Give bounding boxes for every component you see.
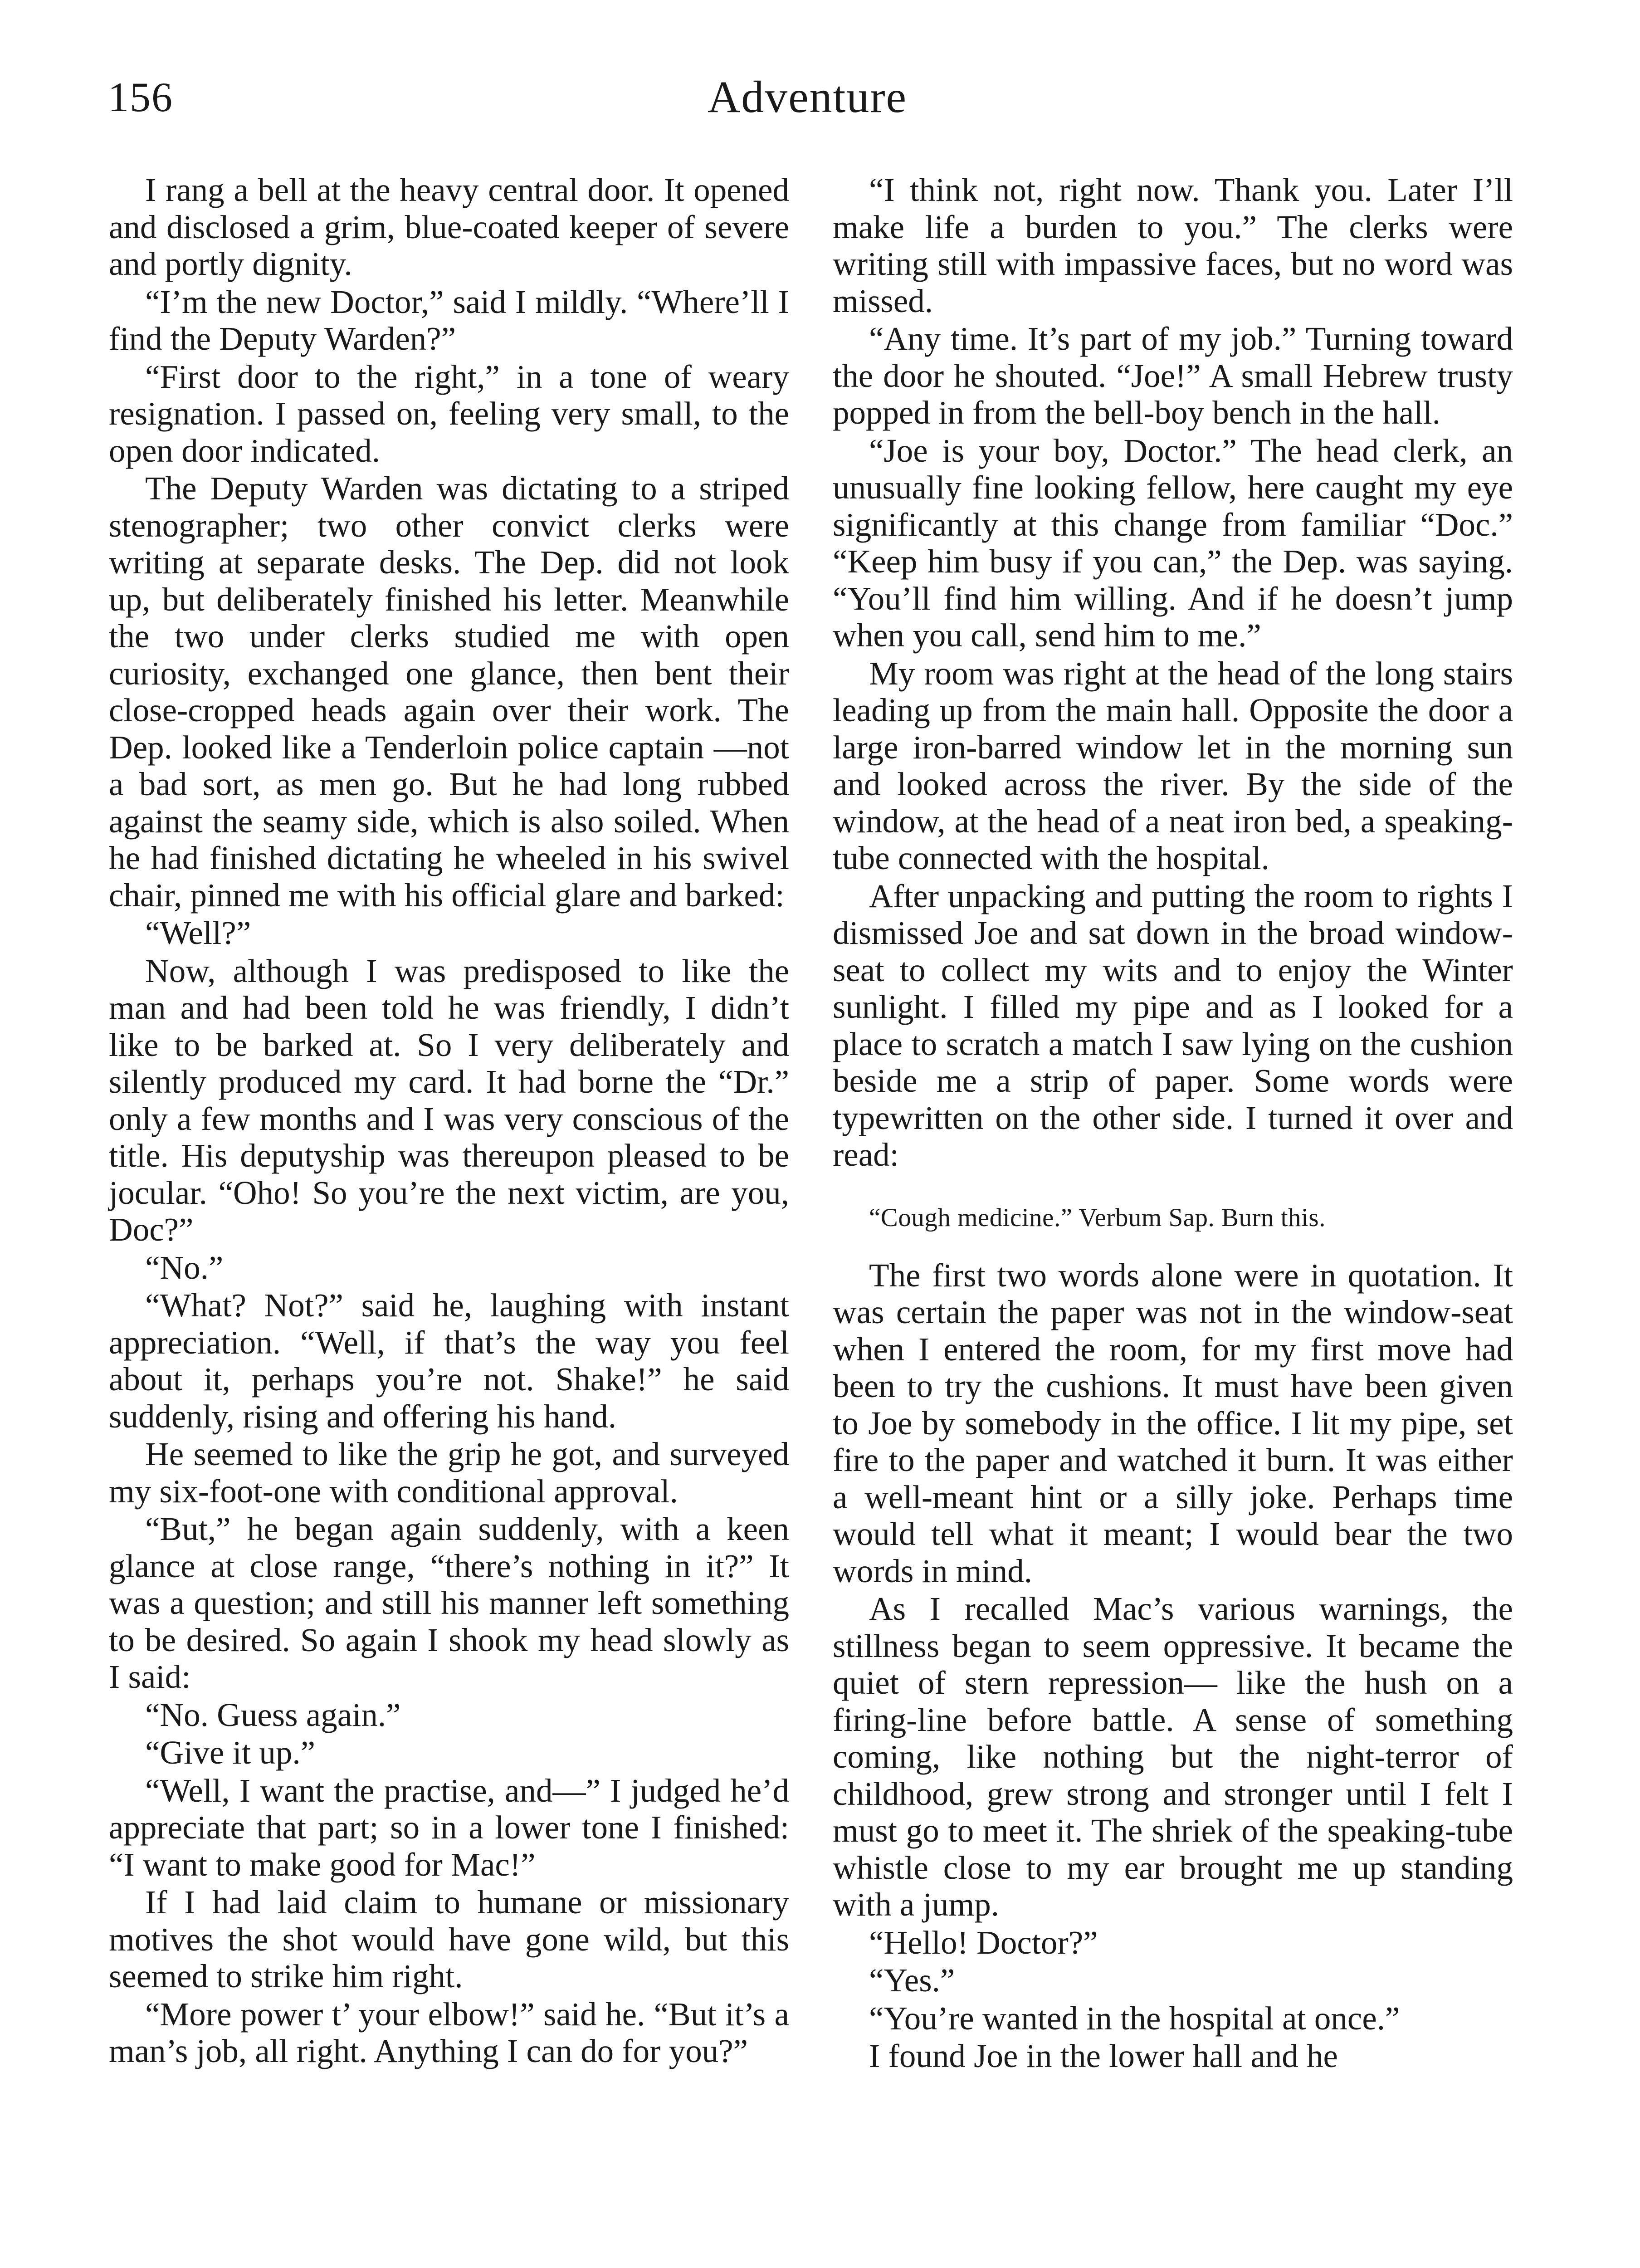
paragraph: As I recalled Mac’s various warnings, the stillness began to seem oppressive. It became the quiet of stern repression— like the hush on a firing-line before battle. A sense of something coming, like nothing but the night-terror of childhood, grew strong and stronger until I felt I must go to meet it. The shriek of the speaking-tube whistle close to my ear brought me up standing with a jump. [833,1590,1513,1923]
paragraph: “No.” [145,1249,224,1286]
paragraph: “Yes.” [869,1962,955,1999]
paragraph: “I’m the new Doctor,” said I mildly. “Where’ll I find the Deputy Warden?” [109,283,789,357]
paragraph: “Joe is your boy, Doctor.” The head clerk, an unusually fine looking fellow, here caught my eye significantly at this change from familiar “Doc.” “Keep him busy if you can,” the Dep. was saying. “You’ll find him willing. And if he doesn’t jump when you call, send him to me.” [833,432,1513,654]
left-column [109,171,789,2071]
paragraph: “Hello! Doctor?” [869,1924,1098,1961]
paragraph: After unpacking and putting the room to rights I dismissed Joe and sat down in the broad window-seat to collect my wits and to enjoy the Winter sunlight. I filled my pipe and as I looked for a place to scratch a match I saw lying on the cushion beside me a strip of paper. Some words were typewritten on the other side. I turned it over and read: [833,877,1513,1173]
paragraph: I rang a bell at the heavy central door. It opened and disclosed a grim, blue-coated keeper of severe and portly dignity. [109,171,789,282]
paragraph: The first two words alone were in quotation. It was certain the paper was not in the window-seat when I entered the room, for my first move had been to try the cushions. It must have been given to Joe by somebody in the office. I lit my pipe, set fire to the paper and watched it burn. It was either a well-meant hint or a silly joke. Perhaps time would tell what it meant; I would bear the two words in mind. [833,1256,1513,1589]
paragraph: If I had laid claim to humane or missionary motives the shot would have gone wild, but this seemed to strike him right. [109,1884,789,1994]
right-column [833,171,1513,2076]
paragraph: “No. Guess again.” [145,1696,401,1733]
paragraph: “Any time. It’s part of my job.” Turning toward the door he shouted. “Joe!” A small Hebrew trusty popped in from the bell-boy bench in the hall. [833,320,1513,431]
paragraph: “What? Not?” said he, laughing with instant appreciation. “Well, if that’s the way you feel about it, perhaps you’re not. Shake!” he said suddenly, rising and offering his hand. [109,1287,789,1435]
paragraph: Now, although I was predisposed to like the man and had been told he was friendly, I didn’t like to be barked at. So I very deliberately and silently produced my card. It had borne the “Dr.” only a few months and I was very conscious of the title. His deputyship was thereupon pleased to be jocular. “Oho! So you’re the next victim, are you, Doc?” [109,952,789,1248]
paragraph: My room was right at the head of the long stairs leading up from the main hall. Opposite the door a large iron-barred window let in the morning sun and looked across the river. By the side of the window, at the head of a neat iron bed, a speaking-tube connected with the hospital. [833,655,1513,876]
paragraph: “First door to the right,” in a tone of weary resignation. I passed on, feeling very small, to the open door indicated. [109,358,789,469]
paragraph: “But,” he began again suddenly, with a keen glance at close range, “there’s nothing in it?” It was a question; and still his manner left something to be desired. So again I shook my head slowly as I said: [109,1510,789,1695]
typewritten-note: “Cough medicine.” Verbum Sap. Burn this. [869,1203,1326,1232]
paragraph: “Well, I want the practise, and—” I judged he’d appreciate that part; so in a lower tone I finished: “I want to make good for Mac!” [109,1772,789,1883]
paragraph: “Well?” [145,914,251,951]
paragraph: The Deputy Warden was dictating to a striped stenographer; two other convict clerks were writing at separate desks. The Dep. did not look up, but deliberately finished his letter. Meanwhile the two under clerks studied me with open curiosity, exchanged one glance, then bent their close-cropped heads again over their work. The Dep. looked like a Tenderloin police captain —not a bad sort, as men go. But he had long rubbed against the seamy side, which is also soiled. When he had finished dictating he wheeled in his swivel chair, pinned me with his official glare and barked: [109,470,789,914]
paragraph: “I think not, right now. Thank you. Later I’ll make life a burden to you.” The clerks were writing still with impassive faces, but no word was missed. [833,171,1513,319]
paragraph: “You’re wanted in the hospital at once.” [869,1999,1400,2037]
paragraph: “Give it up.” [145,1734,316,1771]
page-number: 156 [108,74,173,120]
paragraph: He seemed to like the grip he got, and surveyed my six-foot-one with conditional approval. [109,1436,789,1510]
paragraph: I found Joe in the lower hall and he [869,2038,1338,2074]
paragraph: “More power t’ your elbow!” said he. “But it’s a man’s job, all right. Anything I can do for you?” [109,1995,789,2069]
running-head: Adventure [708,72,908,122]
